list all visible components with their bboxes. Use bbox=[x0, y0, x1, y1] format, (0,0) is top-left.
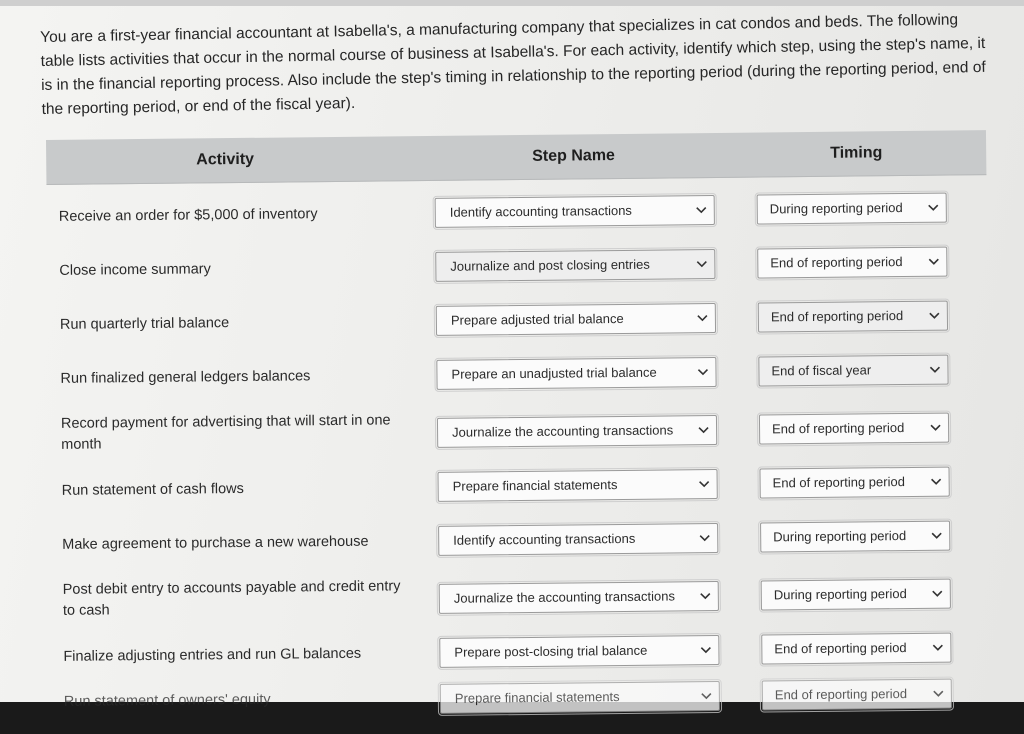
timing-dropdown[interactable] bbox=[761, 579, 951, 611]
step-name-value: Prepare post-closing trial balance bbox=[454, 642, 648, 660]
activity-table bbox=[46, 130, 992, 710]
table-row bbox=[48, 350, 988, 410]
timing-value: End of reporting period bbox=[770, 254, 903, 271]
timing-dropdown[interactable] bbox=[757, 193, 947, 225]
timing-value: End of reporting period bbox=[774, 640, 907, 657]
activity-cell: Record payment for advertising that will start in one month bbox=[60, 412, 391, 453]
chevron-down-icon bbox=[928, 468, 942, 496]
step-name-dropdown[interactable] bbox=[437, 469, 717, 502]
chevron-down-icon bbox=[697, 524, 711, 552]
timing-dropdown[interactable] bbox=[759, 467, 949, 499]
chevron-down-icon bbox=[699, 682, 713, 710]
chevron-down-icon bbox=[698, 582, 712, 610]
timing-value: End of reporting period bbox=[771, 420, 905, 437]
chevron-down-icon bbox=[926, 248, 940, 276]
timing-dropdown[interactable] bbox=[761, 633, 951, 665]
activity-cell: Post debit entry to accounts payable and credit entry to cash bbox=[62, 578, 401, 619]
header-activity: Activity bbox=[196, 150, 255, 169]
timing-value: During reporting period bbox=[773, 528, 907, 545]
step-name-value: Prepare financial statements bbox=[452, 477, 618, 494]
step-name-dropdown[interactable] bbox=[435, 249, 715, 282]
activity-cell: Run finalized general ledgers balances bbox=[60, 368, 311, 387]
header-timing: Timing bbox=[830, 144, 883, 162]
timing-dropdown[interactable] bbox=[758, 355, 948, 387]
step-name-value: Journalize and post closing entries bbox=[450, 256, 650, 274]
timing-value: End of reporting period bbox=[774, 686, 908, 703]
chevron-down-icon bbox=[927, 356, 941, 384]
table-header bbox=[46, 130, 986, 185]
table-row bbox=[51, 568, 992, 634]
timing-value: During reporting period bbox=[773, 586, 907, 603]
chevron-down-icon bbox=[694, 250, 708, 278]
table-row bbox=[52, 674, 992, 734]
activity-cell: Run statement of cash flows bbox=[61, 480, 244, 499]
step-name-value: Identify accounting transactions bbox=[453, 530, 636, 548]
table-row bbox=[49, 462, 989, 522]
timing-value: End of reporting period bbox=[770, 308, 904, 325]
step-name-dropdown[interactable] bbox=[437, 415, 717, 448]
step-name-dropdown[interactable] bbox=[436, 303, 716, 336]
table-row bbox=[47, 242, 987, 302]
step-name-value: Journalize the accounting transactions bbox=[453, 588, 676, 606]
activity-cell: Run quarterly trial balance bbox=[59, 315, 230, 333]
chevron-down-icon bbox=[694, 196, 708, 224]
activity-cell: Make agreement to purchase a new warehouse bbox=[62, 533, 369, 553]
activity-cell: Receive an order for $5,000 of inventory bbox=[58, 206, 318, 225]
chevron-down-icon bbox=[698, 636, 712, 664]
table-row bbox=[47, 188, 987, 248]
step-name-value: Prepare an unadjusted trial balance bbox=[451, 364, 657, 382]
timing-value: End of fiscal year bbox=[771, 362, 872, 379]
step-name-value: Journalize the accounting transactions bbox=[452, 422, 674, 440]
timing-dropdown[interactable] bbox=[757, 247, 947, 279]
step-name-dropdown[interactable] bbox=[440, 681, 720, 714]
chevron-down-icon bbox=[696, 416, 710, 444]
step-name-value: Identify accounting transactions bbox=[449, 202, 632, 220]
chevron-down-icon bbox=[696, 470, 710, 498]
chevron-down-icon bbox=[930, 634, 944, 662]
chevron-down-icon bbox=[695, 304, 709, 332]
step-name-dropdown[interactable] bbox=[439, 635, 719, 668]
chevron-down-icon bbox=[931, 680, 945, 708]
timing-value: During reporting period bbox=[769, 200, 903, 217]
chevron-down-icon bbox=[695, 358, 709, 386]
table-row bbox=[49, 402, 990, 468]
step-name-dropdown[interactable] bbox=[435, 195, 715, 228]
chevron-down-icon bbox=[927, 302, 941, 330]
timing-value: End of reporting period bbox=[772, 474, 905, 491]
timing-dropdown[interactable] bbox=[758, 301, 948, 333]
step-name-value: Prepare adjusted trial balance bbox=[450, 310, 624, 328]
table-row bbox=[50, 516, 990, 576]
step-name-value: Prepare financial statements bbox=[454, 689, 620, 706]
step-name-dropdown[interactable] bbox=[436, 357, 716, 390]
header-step-name: Step Name bbox=[532, 147, 615, 165]
step-name-dropdown[interactable] bbox=[439, 581, 719, 614]
chevron-down-icon bbox=[929, 522, 943, 550]
activity-cell: Close income summary bbox=[59, 261, 211, 279]
step-name-dropdown[interactable] bbox=[438, 523, 718, 556]
chevron-down-icon bbox=[930, 580, 944, 608]
timing-dropdown[interactable] bbox=[762, 679, 952, 711]
activity-cell: Run statement of owners' equity bbox=[63, 691, 271, 710]
timing-dropdown[interactable] bbox=[759, 413, 949, 445]
instructions-text: You are a first-year financial accountant at Isabella's, a manufacturing company that specializes in cat condos and beds. The following table lists activities that occur in the normal course of business at Isabella's. For each activity, identify which step, using the step's name, it is in the financial reporting process. Also include the step's timing in relationship to the reporting period (during the reporting period, end of the reporting period, or end of the fiscal year). bbox=[40, 11, 986, 118]
top-border bbox=[0, 0, 1024, 6]
activity-cell: Finalize adjusting entries and run GL balances bbox=[63, 645, 362, 665]
timing-dropdown[interactable] bbox=[760, 521, 950, 553]
chevron-down-icon bbox=[926, 194, 940, 222]
table-row bbox=[48, 296, 988, 356]
chevron-down-icon bbox=[928, 414, 942, 442]
